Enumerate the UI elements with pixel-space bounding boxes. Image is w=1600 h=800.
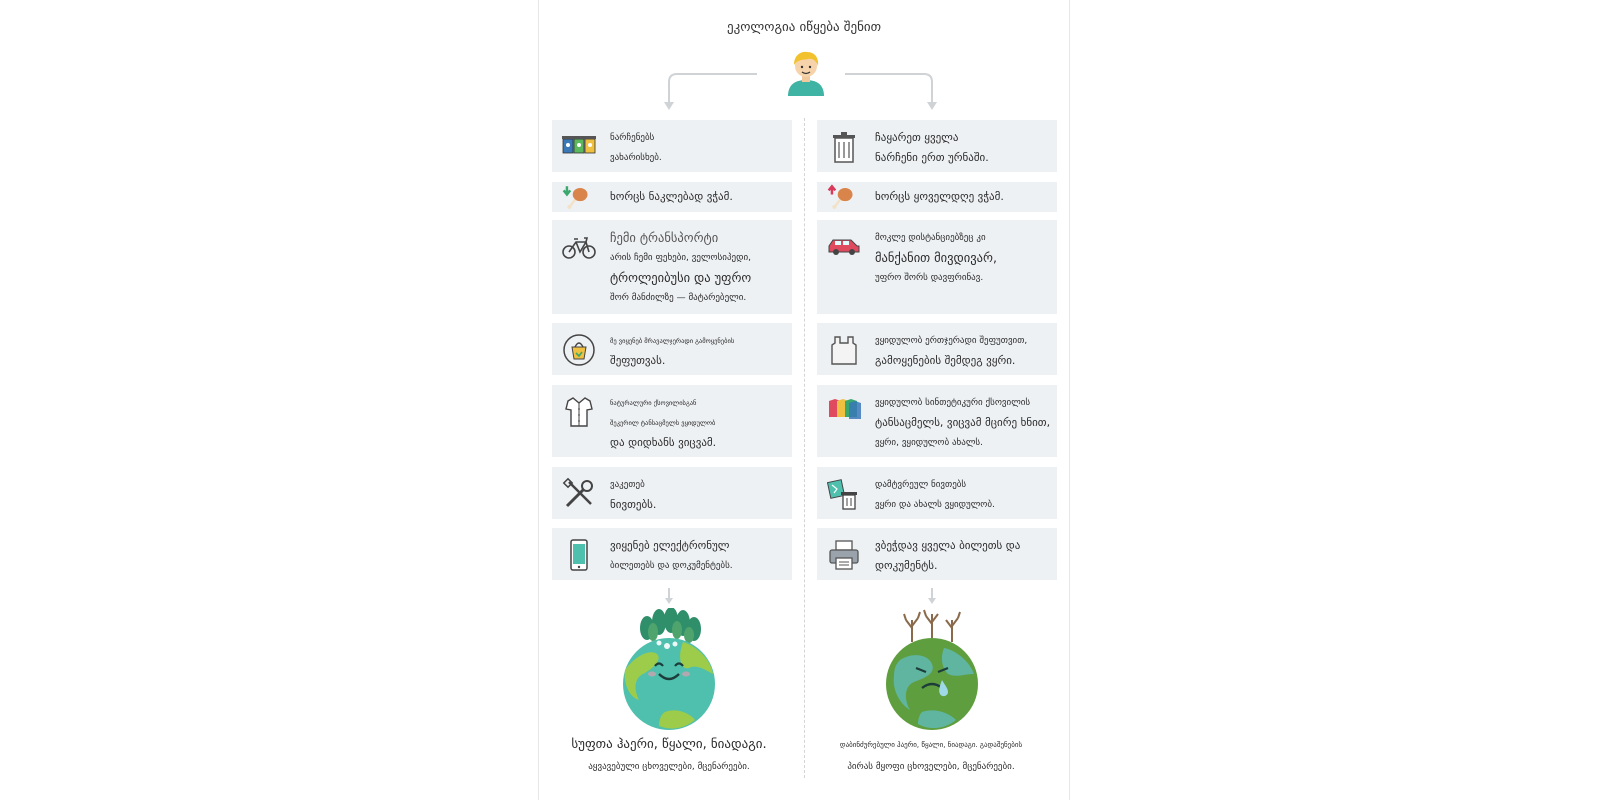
left-card-packaging — [552, 323, 792, 375]
left-card-repair — [552, 467, 792, 519]
card-line: მოკლე დისტანციებზეც კი — [875, 233, 986, 243]
right-card-broken — [817, 467, 1057, 519]
left-card-meat — [552, 182, 792, 212]
card-line: ნატურალური ქსოვილისგან — [610, 399, 697, 407]
card-line: მანქანით მივდივარ, — [875, 250, 997, 265]
card-line: დამტვრეულ ნივთებს — [875, 480, 967, 490]
infographic-panel — [538, 0, 1070, 800]
left-card-clothes — [552, 385, 792, 457]
left-card-transport — [552, 220, 792, 314]
left-result-line1: სუფთა ჰაერი, წყალი, ნიადაგი. — [571, 737, 767, 752]
right-result-line2: პირას მყოფი ცხოველები, მცენარეები. — [847, 762, 1015, 772]
card-line: ტანსაცმელს, ვიცვამ მცირე ხნით, — [875, 416, 1051, 429]
printer-icon — [827, 538, 861, 572]
card-line: შეკერილ ტანსაცმელს ვყიდულობ — [610, 419, 716, 427]
right-card-trash — [817, 120, 1057, 172]
person-icon — [782, 48, 830, 96]
card-line: შორ მანძილზე — მატარებელი. — [610, 293, 747, 303]
card-line: ვყრი და ახალს ვყიდულობ. — [875, 500, 995, 510]
bicycle-icon — [562, 230, 596, 264]
card-line: ვაკეთებ — [610, 480, 645, 490]
infographic-title: ეკოლოგია იწყება შენით — [726, 20, 882, 35]
right-card-meat — [817, 182, 1057, 212]
card-line: დოკუმენტს. — [875, 559, 938, 572]
right-result — [801, 734, 1061, 778]
card-line: ჩემი ტრანსპორტი — [610, 230, 719, 245]
sad-earth-icon — [882, 608, 982, 738]
card-line: ნივთებს. — [610, 498, 657, 511]
reusable-bag-icon — [562, 333, 596, 367]
card-line: ნარჩენებს — [610, 133, 655, 143]
card-line: შეფუთვას. — [610, 354, 666, 367]
card-line: ხორცს ყოველდღე ვჭამ. — [875, 190, 1004, 203]
card-line: ვყიდულობ სინთეტიკური ქსოვილის — [875, 398, 1031, 408]
colorful-shirts-icon — [827, 395, 861, 429]
card-line: ვყიდულობ ერთჯერადი შეფუთვით, — [875, 336, 1028, 346]
left-result-line2: აყვავებული ცხოველები, მცენარეები. — [588, 762, 750, 772]
left-card-sorting — [552, 120, 792, 172]
broken-items-icon — [827, 477, 861, 511]
card-line: და დიდხანს ვიცვამ. — [610, 436, 717, 449]
phone-icon — [562, 538, 596, 572]
card-line: ნარჩენი ერთ ურნაში. — [875, 151, 989, 164]
meat-less-icon — [562, 184, 590, 210]
sorted-bins-icon — [562, 130, 596, 164]
card-line: ხორცს ნაკლებად ვჭამ. — [610, 190, 733, 203]
repair-tools-icon — [562, 477, 596, 511]
card-line: ტროლეიბუსი და უფრო — [610, 270, 752, 285]
happy-earth-icon — [619, 608, 719, 738]
left-card-electronic — [552, 528, 792, 580]
card-line: ვბეჭდავ ყველა ბილეთს და — [875, 539, 1021, 552]
left-result — [539, 734, 799, 778]
shirt-icon — [562, 395, 596, 429]
right-result-line1: დაბინძურებული ჰაერი, წყალი, ნიადაგი. გადაშენების — [839, 741, 1023, 749]
card-line: ჩაყარეთ ყველა — [875, 131, 959, 144]
card-line: მე ვიყენებ მრავალჯერადი გამოყენების — [610, 337, 735, 345]
right-card-car — [817, 220, 1057, 314]
card-line: ვყრი, ვყიდულობ ახალს. — [875, 438, 983, 448]
right-card-clothes — [817, 385, 1057, 457]
card-line: უფრო შორს დავფრინავ. — [875, 273, 984, 283]
meat-more-icon — [827, 184, 855, 210]
card-line: გამოყენების შემდეგ ვყრი. — [875, 354, 1016, 367]
right-card-packaging — [817, 323, 1057, 375]
card-line: ბილეთებს და დოკუმენტებს. — [610, 561, 733, 571]
right-card-print — [817, 528, 1057, 580]
card-line: არის ჩემი ფეხები, ველოსიპედი, — [610, 253, 751, 263]
card-line: ვახარისხებ. — [610, 153, 662, 163]
car-icon — [827, 230, 861, 264]
trash-can-icon — [827, 130, 861, 164]
card-line: ვიყენებ ელექტრონულ — [610, 539, 730, 552]
plastic-bag-icon — [827, 333, 861, 367]
center-divider — [804, 118, 805, 778]
